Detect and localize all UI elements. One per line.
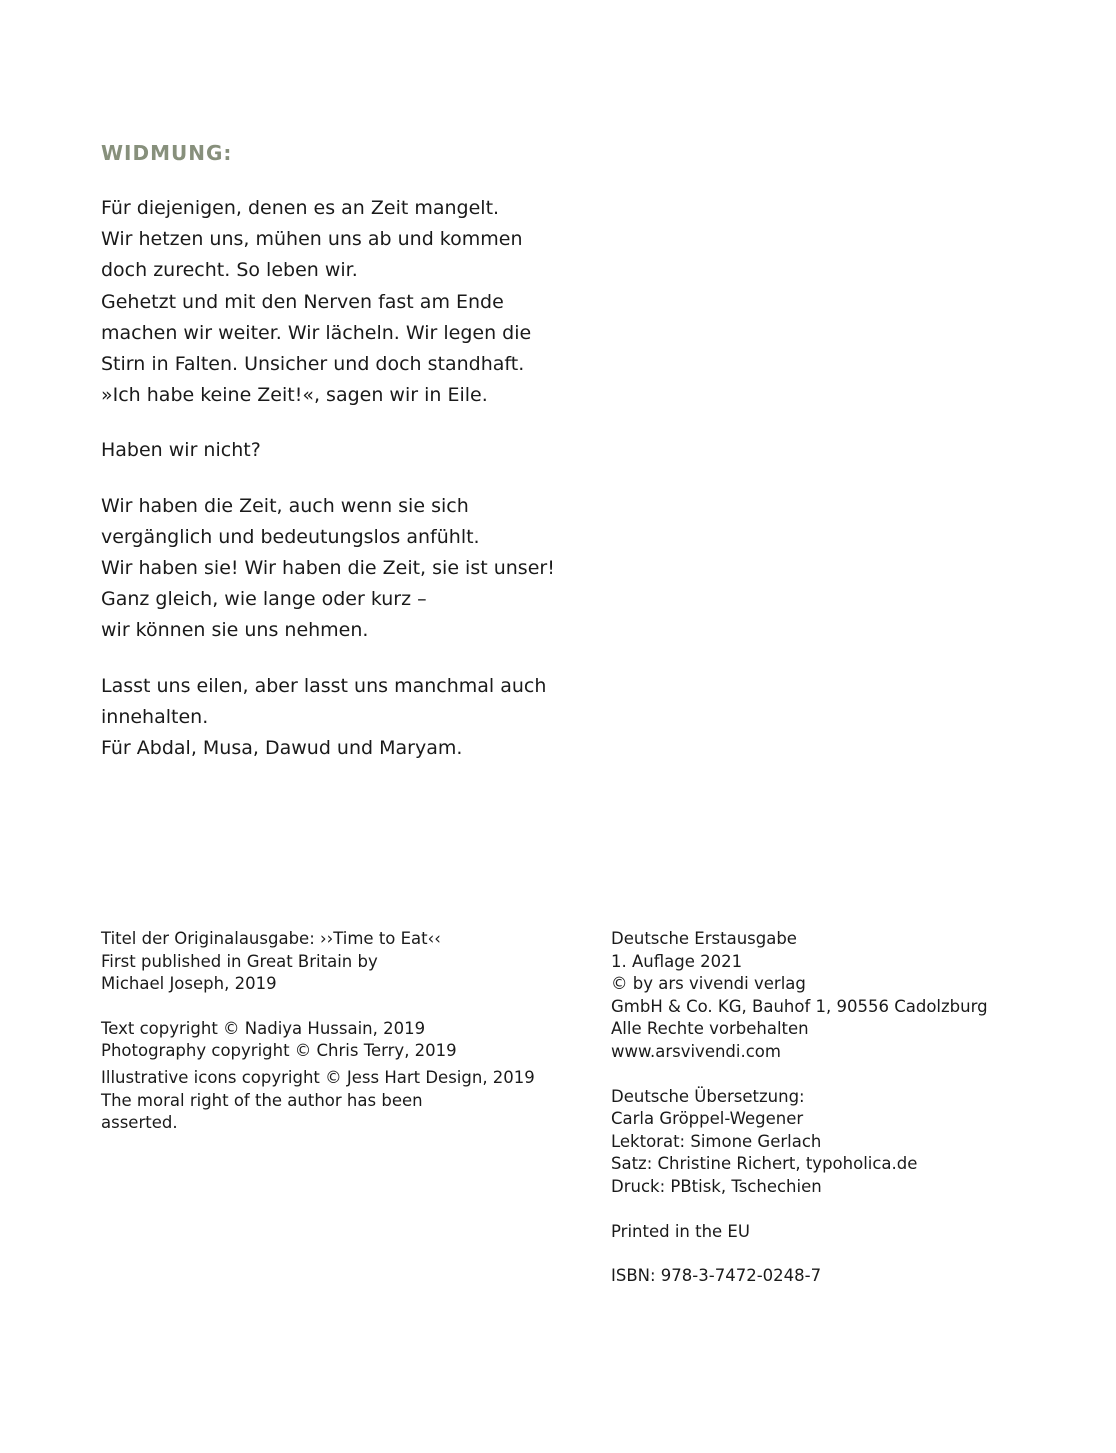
copyright-block: [101, 1018, 561, 1063]
dedication-stanza-2: [101, 435, 621, 466]
icons-copyright-block: [101, 1067, 561, 1135]
stanza-line: Ganz gleich, wie lange oder kurz –: [101, 588, 427, 611]
imprint-line: The moral right of the author has been: [101, 1090, 423, 1110]
dedication-stanza-4: [101, 671, 621, 765]
stanza-line: Wir haben sie! Wir haben die Zeit, sie ist unser!: [101, 557, 555, 580]
stanza-line: innehalten.: [101, 705, 209, 728]
stanza-line: Wir haben die Zeit, auch wenn sie sich: [101, 494, 469, 517]
imprint-line: First published in Great Britain by: [101, 951, 378, 971]
imprint-line: Michael Joseph, 2019: [101, 974, 277, 994]
stanza-line: »Ich habe keine Zeit!«, sagen wir in Eile.: [101, 384, 488, 407]
stanza-line: wir können sie uns nehmen.: [101, 619, 369, 642]
printed-block: [611, 1221, 1081, 1244]
publisher-website: www.arsvivendi.com: [611, 1041, 781, 1061]
imprint-german-edition: [611, 928, 1081, 1310]
stanza-line: Haben wir nicht?: [101, 439, 261, 462]
imprint-line: Satz: Christine Richert, typoholica.de: [611, 1154, 918, 1174]
imprint-line: Text copyright © Nadiya Hussain, 2019: [101, 1018, 426, 1038]
imprint-line: asserted.: [101, 1113, 178, 1133]
dedication-heading: WIDMUNG:: [101, 141, 233, 165]
imprint-line: © by ars vivendi verlag: [611, 974, 806, 994]
imprint-line: Photography copyright © Chris Terry, 2019: [101, 1041, 457, 1061]
imprint-original-edition: [101, 928, 561, 1157]
imprint-line: Illustrative icons copyright © Jess Hart Design, 2019: [101, 1067, 535, 1087]
dedication-stanza-1: [101, 193, 621, 411]
stanza-line: Lasst uns eilen, aber lasst uns manchmal auch: [101, 674, 547, 697]
stanza-line: Stirn in Falten. Unsicher und doch standhaft.: [101, 353, 525, 376]
imprint-line: 1. Auflage 2021: [611, 951, 743, 971]
imprint-line: Lektorat: Simone Gerlach: [611, 1131, 822, 1151]
stanza-line: Für Abdal, Musa, Dawud und Maryam.: [101, 737, 463, 760]
dedication-stanza-3: [101, 491, 621, 647]
imprint-line: Printed in the EU: [611, 1221, 750, 1241]
imprint-line: Deutsche Übersetzung:: [611, 1086, 805, 1106]
imprint-line: Deutsche Erstausgabe: [611, 929, 797, 948]
credits-block: [611, 1086, 1081, 1199]
stanza-line: doch zurecht. So leben wir.: [101, 259, 358, 282]
stanza-line: machen wir weiter. Wir lächeln. Wir legen die: [101, 321, 532, 344]
stanza-line: Gehetzt und mit den Nerven fast am Ende: [101, 290, 504, 313]
original-title-block: [101, 928, 561, 996]
imprint-line: Titel der Originalausgabe: ››Time to Eat‹‹: [101, 929, 441, 948]
imprint-line: GmbH & Co. KG, Bauhof 1, 90556 Cadolzburg: [611, 996, 988, 1016]
isbn-block: [611, 1265, 1081, 1288]
imprint-line: Druck: PBtisk, Tschechien: [611, 1176, 822, 1196]
edition-block: [611, 928, 1081, 1064]
imprint-line: Alle Rechte vorbehalten: [611, 1019, 809, 1039]
isbn-line: ISBN: 978-3-7472-0248-7: [611, 1266, 822, 1286]
imprint-line: Carla Gröppel-Wegener: [611, 1109, 804, 1129]
stanza-line: Wir hetzen uns, mühen uns ab und kommen: [101, 228, 523, 251]
stanza-line: vergänglich und bedeutungslos anfühlt.: [101, 525, 480, 548]
dedication-section: [101, 138, 621, 788]
stanza-line: Für diejenigen, denen es an Zeit mangelt.: [101, 197, 500, 219]
